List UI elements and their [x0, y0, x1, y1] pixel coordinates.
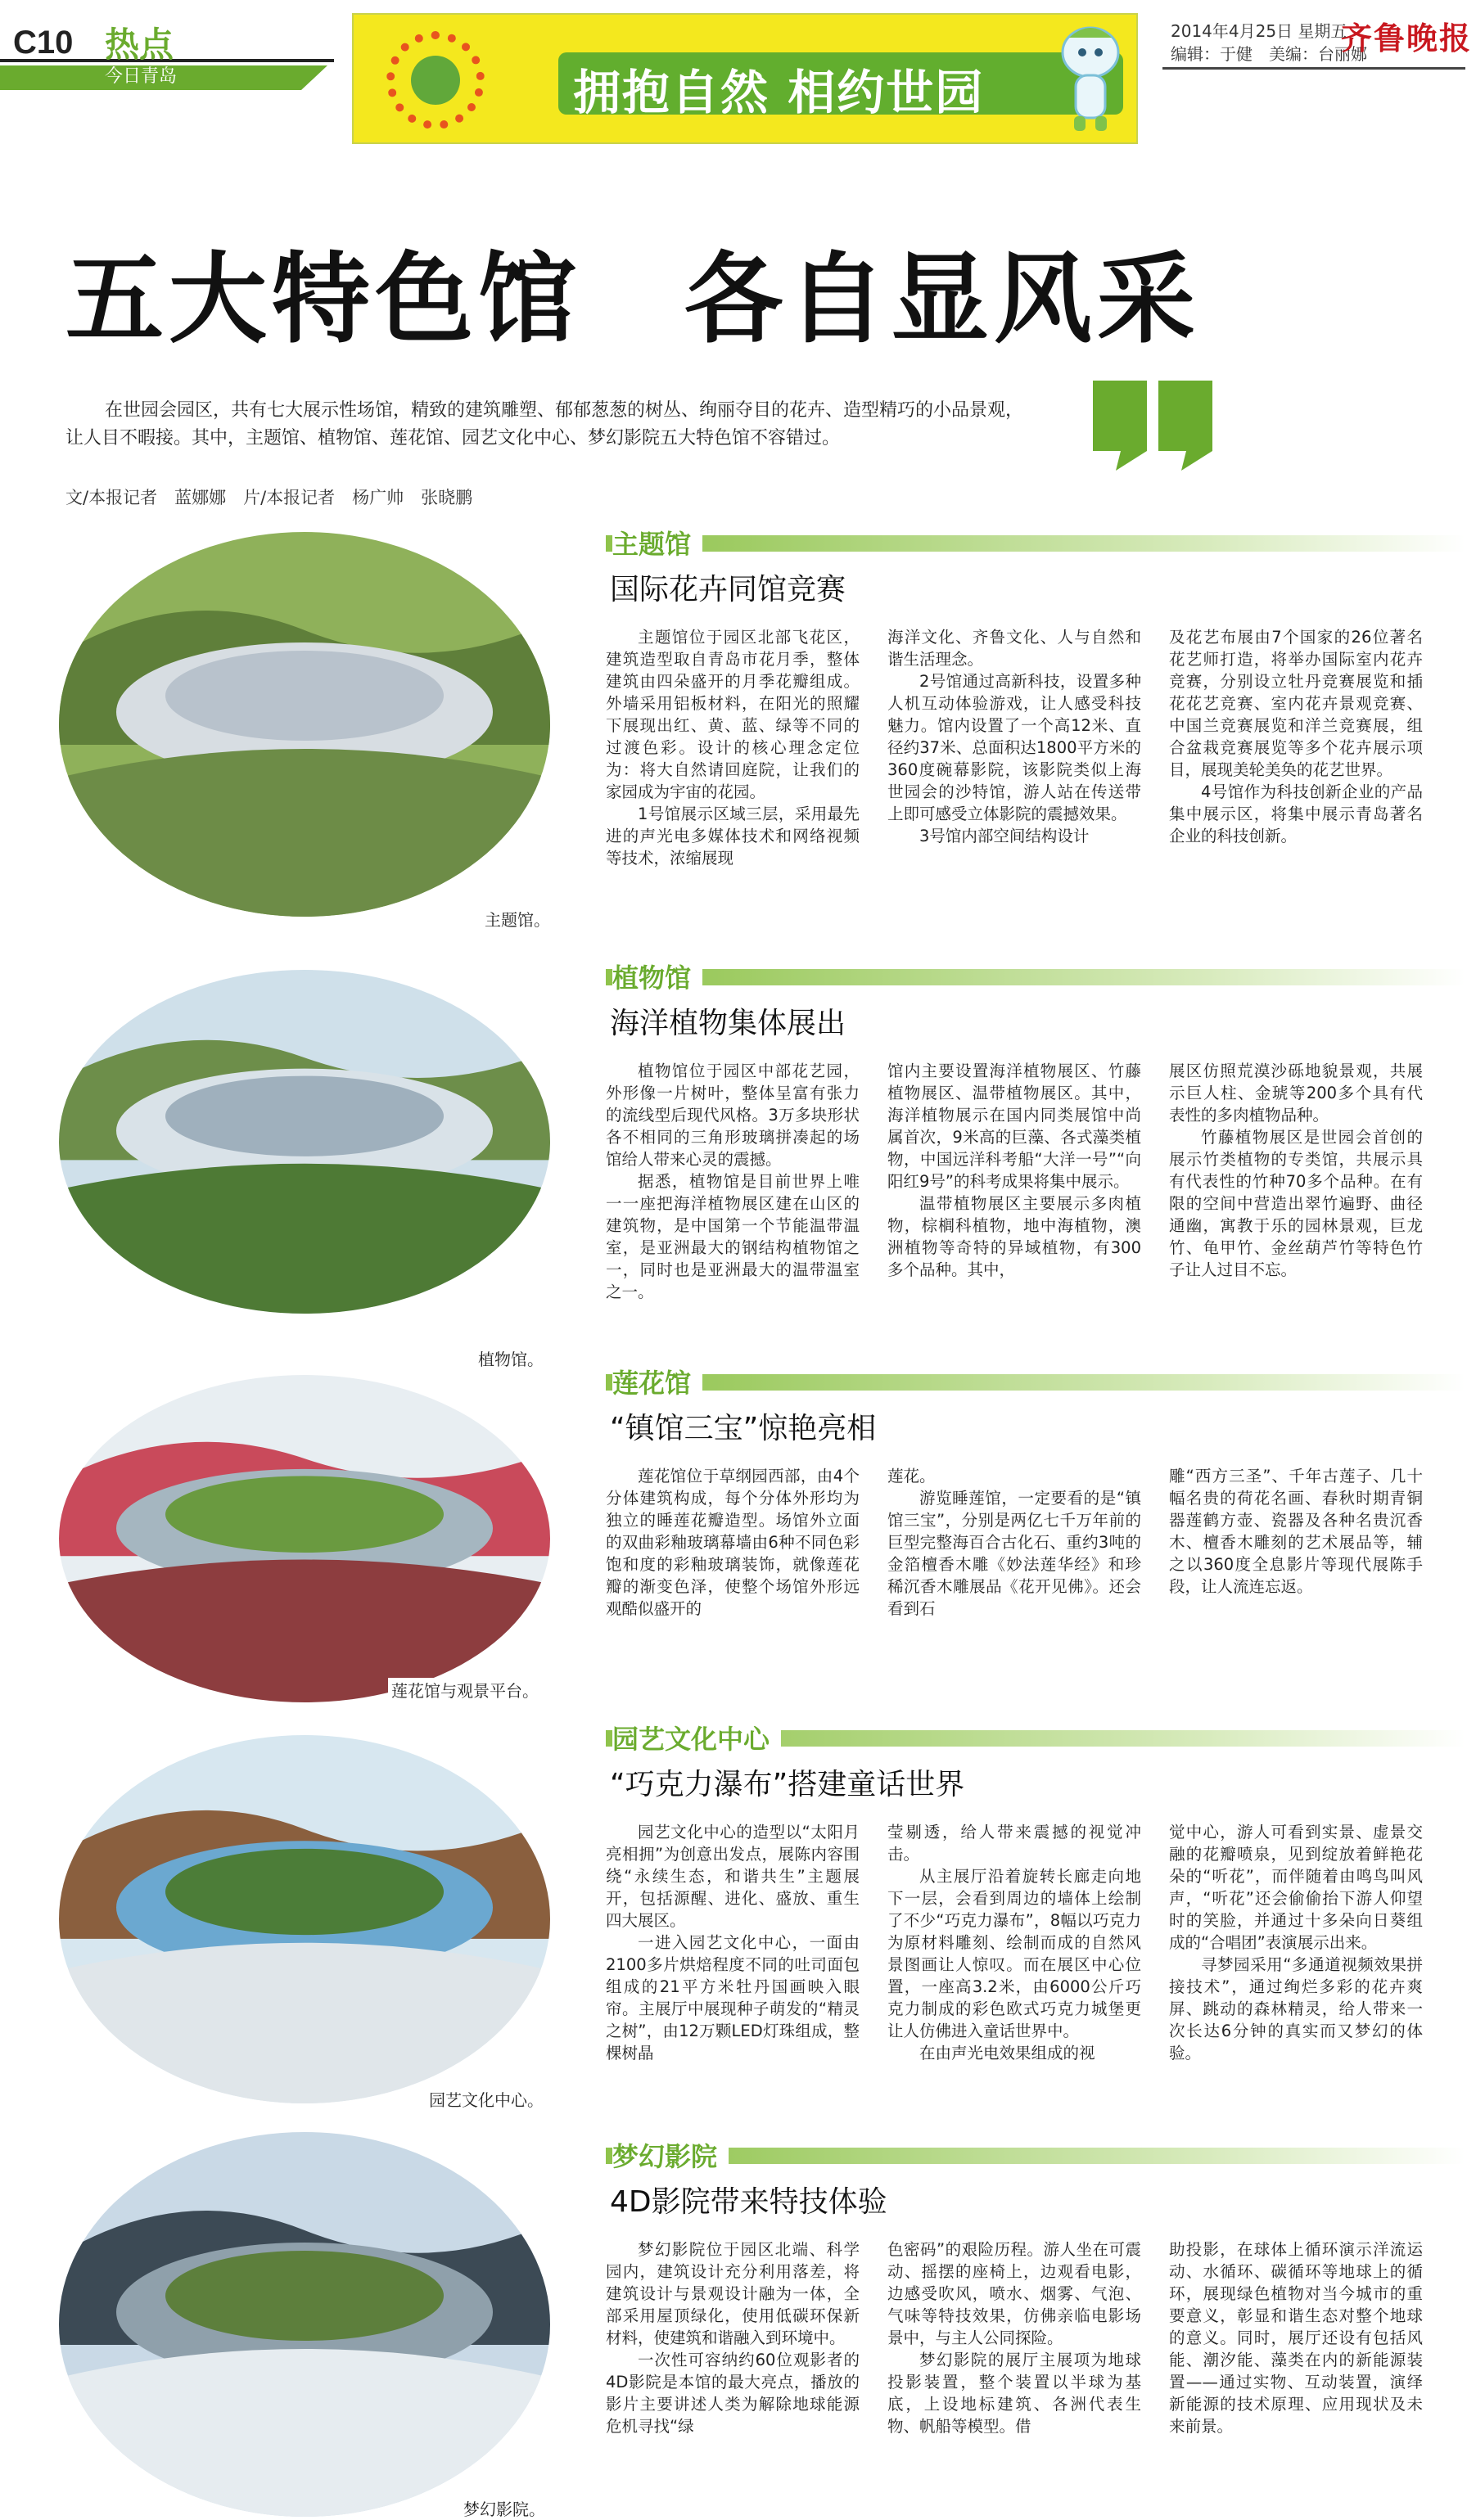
paragraph: 莲花。: [887, 1467, 936, 1485]
paragraph: 2号馆通过高新科技，设置多种人机互动体验游戏，让人感受科技魅力。馆内设置了一个高12米、直径约37米、总面积达1800平方米的360度碗幕影院，该影院类似上海世园会的沙特馆，游人站在传送带上即可感受立体影院的震撼效果。: [887, 672, 1141, 823]
section-subtitle: 国际花卉同馆竞赛: [610, 573, 846, 606]
photo-illustration: [59, 532, 550, 917]
paragraph: 梦幻影院的展厅主展项为地球投影装置，整个装置以半球为基底，上设地标建筑、各洲代表生物、帆船等模型。借: [887, 2351, 1141, 2436]
text-column: [606, 1821, 860, 2064]
header-rule-right: [1162, 67, 1465, 70]
expo-logo-center: [411, 56, 460, 105]
photo-illustration: [59, 1375, 550, 1702]
text-column: [1169, 626, 1423, 869]
paragraph: 竹藤植物展区是世园会首创的展示竹类植物的专类馆，共展示具有代表性的竹种70多个品种。在有限的空间中营造出翠竹遍野、曲径通幽，寓教于乐的园林景观，巨龙竹、龟甲竹、金丝葫芦竹等特色竹子让人过目不忘。: [1169, 1128, 1423, 1279]
article-intro: 在世园会园区，共有七大展示性场馆，精致的建筑雕塑、郁郁葱葱的树丛、绚丽夺目的花卉、造型精巧的小品景观，让人目不暇接。其中，主题馆、植物馆、莲花馆、园艺文化中心、梦幻影院五大特色馆不容错过。: [65, 400, 1024, 449]
section-columns: [606, 2238, 1423, 2437]
byline: 文/本报记者 蓝娜娜 片/本报记者 杨广帅 张晓鹏: [65, 488, 473, 507]
section-subtitle: “镇馆三宝”惊艳亮相: [610, 1412, 877, 1445]
issue-date: 2014年4月25日 星期五: [1171, 21, 1347, 41]
photo-illustration: [59, 2132, 550, 2517]
section-columns: [606, 1821, 1423, 2064]
page-title: 五大特色馆 各自显风采: [65, 243, 1200, 357]
section-columns: [606, 1465, 1423, 1620]
photo-caption: 梦幻影院。: [460, 2496, 548, 2520]
section-subtitle: “巧克力瀑布”搭建童话世界: [610, 1768, 965, 1801]
section-title: 主题馆: [612, 524, 702, 561]
photo-caption: 植物馆。: [475, 1346, 547, 1370]
text-column: [1169, 1821, 1423, 2064]
section-subtitle: 海洋植物集体展出: [610, 1007, 846, 1040]
venue-photo: [59, 1375, 550, 1702]
paragraph: 雕“西方三圣”、千年古莲子、几十幅名贵的荷花名画、春秋时期青铜器莲鹤方壶、瓷器及各种名贵沉香木、檀香木雕刻的艺术展品等，辅之以360度全息影片等现代展陈手段，让人流连忘返。: [1169, 1467, 1423, 1596]
text-column: [887, 1821, 1141, 2064]
text-column: [606, 1465, 860, 1620]
newspaper-logo: 齐鲁晚报: [1341, 20, 1473, 56]
section-subtitle: 4D影院带来特技体验: [610, 2185, 887, 2219]
paragraph: 1号馆展示区域三层，采用最先进的声光电多媒体技术和网络视频等技术，浓缩展现: [606, 805, 860, 868]
paragraph: 一进入园艺文化中心，一面由2100多片烘焙程度不同的吐司面包组成的21平方米牡丹国画映入眼帘。主展厅中展现种子萌发的“精灵之树”，由12万颗LED灯珠组成，整棵树晶: [606, 1933, 860, 2062]
expo-banner: [352, 13, 1138, 144]
section-title: 园艺文化中心: [612, 1719, 781, 1756]
quote-mark-icon: [1093, 381, 1147, 471]
subsection-name: 今日青岛: [105, 66, 178, 87]
photo-illustration: [59, 1735, 550, 2103]
venue-photo: [59, 2132, 550, 2517]
quote-mark-icon: [1158, 381, 1212, 471]
text-column: [887, 1465, 1141, 1620]
section-title: 梦幻影院: [612, 2136, 729, 2174]
section-columns: [606, 1060, 1423, 1303]
photo-illustration: [59, 970, 550, 1314]
banner-slogan: 拥抱自然 相约世园: [573, 65, 985, 120]
text-column: [606, 1060, 860, 1303]
paragraph: 梦幻影院位于园区北端、科学园内，建筑设计充分利用落差，将建筑设计与景观设计融为一体，全部采用屋顶绿化，使用低碳环保新材料，使建筑和谐融入到环境中。: [606, 2240, 860, 2347]
paragraph: 馆内主要设置海洋植物展区、竹藤植物展区、温带植物展区。其中，海洋植物展示在国内同类展馆中尚属首次，9米高的巨藻、各式藻类植物，中国远洋科考船“大洋一号”“向阳红9号”的科考成果将集中展示。: [887, 1062, 1141, 1191]
section-title: 莲花馆: [612, 1363, 702, 1400]
text-column: [606, 2238, 860, 2437]
paragraph: 色密码”的艰险历程。游人坐在可震动、摇摆的座椅上，边观看电影，边感受吹风，喷水、烟雾、气泡、气味等特技效果，仿佛亲临电影场景中，与主人公同探险。: [887, 2240, 1141, 2347]
photo-caption: 莲花馆与观景平台。: [388, 1678, 542, 1702]
paragraph: 据悉，植物馆是目前世界上唯一一座把海洋植物展区建在山区的建筑物，是中国第一个节能温带温室，是亚洲最大的钢结构植物馆之一，同时也是亚洲最大的温带温室之一。: [606, 1172, 860, 1301]
venue-photo: [59, 532, 550, 917]
paragraph: 莲花馆位于草纲园西部，由4个分体建筑构成，每个分体外形均为独立的睡莲花瓣造型。场馆外立面的双曲彩釉玻璃幕墙由6种不同色彩饱和度的彩釉玻璃装饰，就像莲花瓣的渐变色泽，使整个场馆外形远观酷似盛开的: [606, 1467, 860, 1618]
section-bar: [606, 535, 1465, 552]
mascot-icon: [1049, 21, 1131, 136]
paragraph: 觉中心，游人可看到实景、虚景交融的花瓣喷泉，见到绽放着鲜艳花朵的“听花”，而伴随着由鸣鸟叫风声，“听花”还会偷偷抬下游人仰望时的笑脸，并通过十多朵向日葵组成的“合唱团”表演展示出来。: [1169, 1823, 1423, 1952]
paragraph: 助投影，在球体上循环演示洋流运动、水循环、碳循环等地球上的循环，展现绿色植物对当今城市的重要意义，彰显和谐生态对整个地球的意义。同时，展厅还设有包括风能、潮汐能、藻类在内的新能源装置——通过实物、互动装置，演绎新能源的技术原理、应用现状及未来前景。: [1169, 2240, 1423, 2436]
section-bar: [606, 1374, 1465, 1391]
text-column: [1169, 1060, 1423, 1303]
editors-line: 编辑：于健 美编：台丽娜: [1171, 44, 1367, 64]
text-column: [887, 2238, 1141, 2437]
page-number: C10: [13, 25, 74, 61]
paragraph: 园艺文化中心的造型以“太阳月亮相拥”为创意出发点，展陈内容围绕“永续生态，和谐共生”主题展开，包括源醒、进化、盛放、重生四大展区。: [606, 1823, 860, 1930]
paragraph: 海洋文化、齐鲁文化、人与自然和谐生活理念。: [887, 628, 1141, 669]
section-columns: [606, 626, 1423, 869]
text-column: [606, 626, 860, 869]
paragraph: 展区仿照荒漠沙砾地貌景观，共展示巨人柱、金琥等200多个具有代表性的多肉植物品种。: [1169, 1062, 1423, 1125]
text-column: [1169, 2238, 1423, 2437]
paragraph: 及花艺布展由7个国家的26位著名花艺师打造，将举办国际室内花卉竞赛，分别设立牡丹竞赛展览和插花花艺竞赛、室内花卉景观竞赛、中国兰竞赛展览和洋兰竞赛展，组合盆栽竞赛展览等多个花卉展示项目，展现美轮美奂的花艺世界。: [1169, 628, 1423, 779]
photo-caption: 主题馆。: [481, 907, 553, 931]
paragraph: 温带植物展区主要展示多肉植物，棕榈科植物，地中海植物，澳洲植物等奇特的异域植物，有300多个品种。其中，: [887, 1194, 1141, 1279]
text-column: [887, 626, 1141, 869]
paragraph: 主题馆位于园区北部飞花区，建筑造型取自青岛市花月季，整体建筑由四朵盛开的月季花瓣组成。外墙采用铝板材料，在阳光的照耀下展现出红、黄、蓝、绿等不同的过渡色彩。设计的核心理念定位为：将大自然请回庭院，让我们的家园成为宇宙的花园。: [606, 628, 860, 801]
paragraph: 从主展厅沿着旋转长廊走向地下一层，会看到周边的墙体上绘制了不少“巧克力瀑布”，8幅以巧克力为原材料雕刻、绘制而成的自然风景图画让人惊叹。而在展区中心位置，一座高3.2米，由6000公斤巧克力制成的彩色欧式巧克力城堡更让人仿佛进入童话世界中。: [887, 1867, 1141, 2040]
section-name: 热点: [105, 25, 174, 65]
paragraph: 游览睡莲馆，一定要看的是“镇馆三宝”，分别是两亿七千万年前的巨型完整海百合古化石、重约3吨的金箔檀香木雕《妙法莲华经》和珍稀沉香木雕展品《花开见佛》。还会看到石: [887, 1489, 1141, 1618]
paragraph: 在由声光电效果组成的视: [919, 2044, 1095, 2062]
paragraph: 3号馆内部空间结构设计: [919, 827, 1090, 845]
paragraph: 植物馆位于园区中部花艺园，外形像一片树叶，整体呈富有张力的流线型后现代风格。3万多块形状各不相同的三角形玻璃拼凑起的场馆给人带来心灵的震撼。: [606, 1062, 860, 1169]
text-column: [887, 1060, 1141, 1303]
paragraph: 4号馆作为科技创新企业的产品集中展示区，将集中展示青岛著名企业的科技创新。: [1169, 782, 1423, 845]
text-column: [1169, 1465, 1423, 1620]
section-bar: [606, 969, 1465, 985]
venue-photo: [59, 1735, 550, 2103]
paragraph: 一次性可容纳约60位观影者的4D影院是本馆的最大亮点，播放的影片主要讲述人类为解除地球能源危机寻找“绿: [606, 2351, 860, 2436]
photo-caption: 园艺文化中心。: [426, 2087, 547, 2111]
section-bar: [606, 2148, 1465, 2164]
paragraph: 寻梦园采用“多通道视频效果拼接技术”，通过绚烂多彩的花卉爽屏、跳动的森林精灵，给人带来一次长达6分钟的真实而又梦幻的体验。: [1169, 1955, 1423, 2062]
section-title: 植物馆: [612, 958, 702, 995]
paragraph: 莹剔透，给人带来震撼的视觉冲击。: [887, 1823, 1141, 1864]
venue-photo: [59, 970, 550, 1314]
